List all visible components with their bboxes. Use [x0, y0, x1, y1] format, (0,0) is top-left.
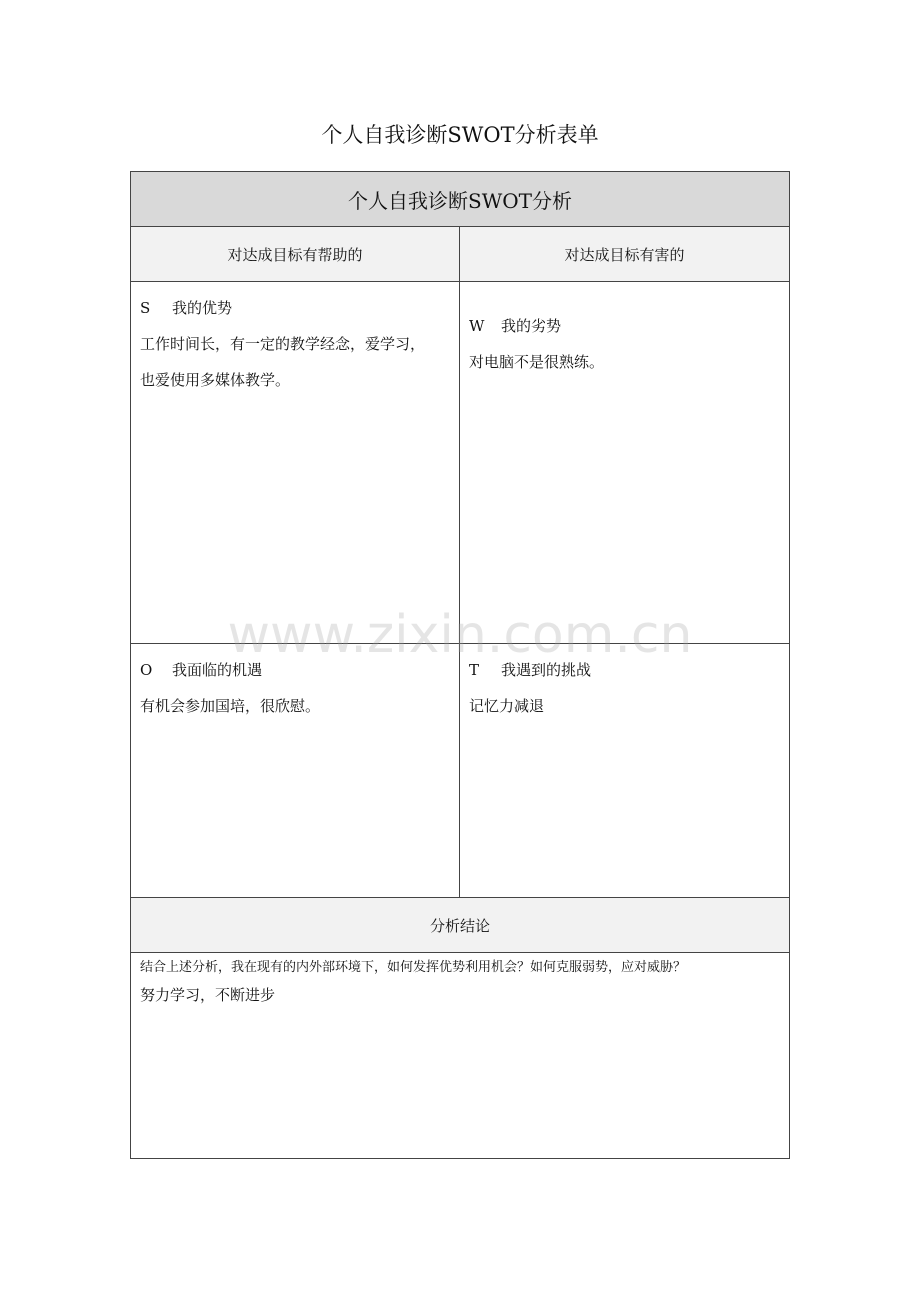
watermark: www.zixin.com.cn: [227, 605, 693, 665]
opportunities-cell: [131, 644, 460, 897]
harmful-column-header: 对达成目标有害的: [564, 245, 685, 264]
weaknesses-title: 我的劣势: [501, 317, 562, 335]
opportunities-letter: O: [140, 661, 153, 679]
strengths-cell: [131, 282, 460, 643]
strengths-heading: [140, 290, 450, 326]
weaknesses-text-line: 对电脑不是很熟练。: [469, 353, 605, 371]
strengths-text-line: 工作时间长，有一定的教学经念，爱学习，: [140, 335, 426, 353]
opportunities-threats-row: [131, 644, 789, 898]
threats-cell: [460, 644, 789, 897]
threats-text-line: 记忆力减退: [469, 697, 545, 715]
threats-letter: T: [469, 661, 480, 679]
conclusion-answer: 努力学习，不断进步: [140, 986, 276, 1004]
opportunities-text-line: 有机会参加国培，很欣慰。: [140, 697, 321, 715]
conclusion-question: 结合上述分析，我在现有的内外部环境下，如何发挥优势利用机会？如何克服弱势，应对威胁？: [140, 960, 687, 975]
strengths-letter: S: [140, 299, 151, 317]
strengths-title: 我的优势: [172, 299, 233, 317]
conclusion-heading: 分析结论: [131, 898, 789, 953]
helpful-column-header: 对达成目标有帮助的: [131, 227, 460, 281]
weaknesses-heading: [469, 308, 780, 344]
strengths-weaknesses-row: [131, 282, 789, 644]
weaknesses-cell: [460, 282, 789, 643]
conclusion-cell: [131, 953, 789, 1158]
weaknesses-letter: W: [469, 317, 485, 335]
opportunities-heading: [140, 652, 450, 688]
threats-title: 我遇到的挑战: [501, 661, 592, 679]
threats-heading: [469, 652, 780, 688]
document-title: 个人自我诊断SWOT分析表单: [321, 123, 599, 147]
table-header: 个人自我诊断SWOT分析: [131, 172, 789, 227]
column-header-row: [131, 227, 789, 282]
strengths-text-line: 也爱使用多媒体教学。: [140, 371, 291, 389]
swot-table: [130, 171, 790, 1159]
opportunities-title: 我面临的机遇: [172, 661, 263, 679]
